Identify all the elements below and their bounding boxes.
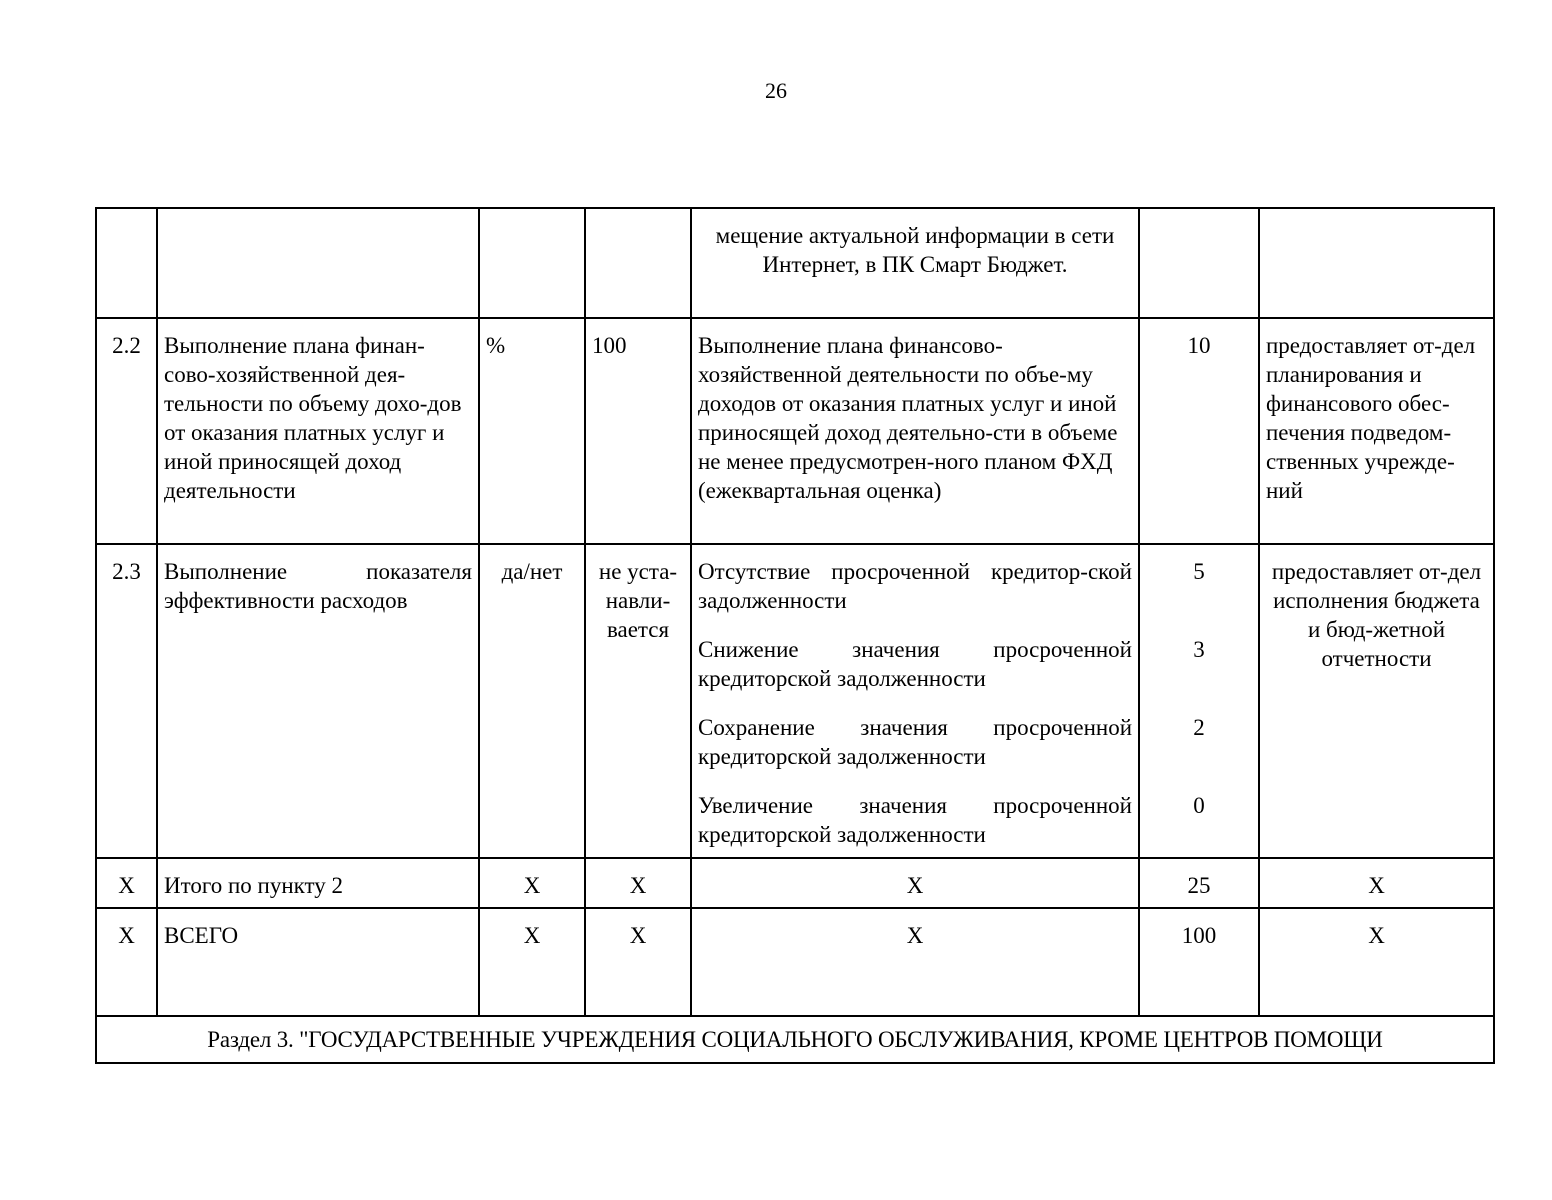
cell-score: 100 <box>1139 908 1259 1016</box>
cell-name <box>157 544 479 858</box>
score-value: 5 <box>1193 559 1205 584</box>
name-line-1: Выполнение показателя <box>164 559 472 584</box>
cell-num: 2.3 <box>96 544 157 858</box>
cell-criteria: Выполнение плана финансово-хозяйственной деятельности по объе-му доходов от оказания платных услуг и иной приносящей доход деятельно-сти в объеме не менее предусмотрен-ного планом ФХД (ежеквартальная оценка) <box>691 318 1139 544</box>
cell-source: предоставляет от-дел исполнения бюджета и бюд-жетной отчетности <box>1259 544 1494 858</box>
cell-name: Выполнение плана финан-сово-хозяйственной дея-тельности по объему дохо-дов от оказания платных услуг и иной приносящей доход деятельности <box>157 318 479 544</box>
cell-name: ВСЕГО <box>157 908 479 1016</box>
cell-source: X <box>1259 858 1494 908</box>
cell-unit: X <box>479 908 585 1016</box>
cell-num: X <box>96 908 157 1016</box>
table-row-grand-total <box>96 908 1494 1016</box>
cell-criteria: мещение актуальной информации в сети Интернет, в ПК Смарт Бюджет. <box>691 208 1139 318</box>
score-value: 0 <box>1193 793 1205 818</box>
cell-num <box>96 208 157 318</box>
cell-target: не уста-навли-вается <box>585 544 691 858</box>
cell-criteria <box>691 544 1139 858</box>
cell-name: Итого по пункту 2 <box>157 858 479 908</box>
cell-criteria: X <box>691 908 1139 1016</box>
criterion-item: Сохранение значения просроченной кредиторской задолженности <box>698 715 1132 769</box>
section-heading: Раздел 3. "ГОСУДАРСТВЕННЫЕ УЧРЕЖДЕНИЯ СОЦИАЛЬНОГО ОБСЛУЖИВАНИЯ, КРОМЕ ЦЕНТРОВ ПОМОЩИ <box>96 1016 1494 1063</box>
table-row-continuation <box>96 208 1494 318</box>
cell-criteria: X <box>691 858 1139 908</box>
cell-name <box>157 208 479 318</box>
cell-source: X <box>1259 908 1494 1016</box>
cell-target: 100 <box>585 318 691 544</box>
cell-unit: % <box>479 318 585 544</box>
criterion-item: Снижение значения просроченной кредиторской задолженности <box>698 637 1132 691</box>
criteria-table <box>95 207 1495 1064</box>
criterion-item: Отсутствие просроченной кредитор-ской задолженности <box>698 559 1132 613</box>
cell-score <box>1139 544 1259 858</box>
cell-unit: X <box>479 858 585 908</box>
cell-source <box>1259 208 1494 318</box>
criterion-item: Увеличение значения просроченной кредиторской задолженности <box>698 793 1132 847</box>
score-value: 3 <box>1193 637 1205 662</box>
cell-target: X <box>585 858 691 908</box>
cell-source: предоставляет от-дел планирования и финансового обес-печения подведом-ственных учрежде-ний <box>1259 318 1494 544</box>
cell-num: 2.2 <box>96 318 157 544</box>
table-row-2-3 <box>96 544 1494 858</box>
page-number: 26 <box>765 78 787 103</box>
cell-score: 25 <box>1139 858 1259 908</box>
cell-unit: да/нет <box>479 544 585 858</box>
cell-target: X <box>585 908 691 1016</box>
cell-unit <box>479 208 585 318</box>
table-row-section-heading <box>96 1016 1494 1063</box>
table-row-total-2 <box>96 858 1494 908</box>
table-row-2-2 <box>96 318 1494 544</box>
cell-target <box>585 208 691 318</box>
score-value: 2 <box>1193 715 1205 740</box>
cell-score <box>1139 208 1259 318</box>
cell-score: 10 <box>1139 318 1259 544</box>
name-line-2: эффективности расходов <box>164 588 408 613</box>
cell-num: X <box>96 858 157 908</box>
